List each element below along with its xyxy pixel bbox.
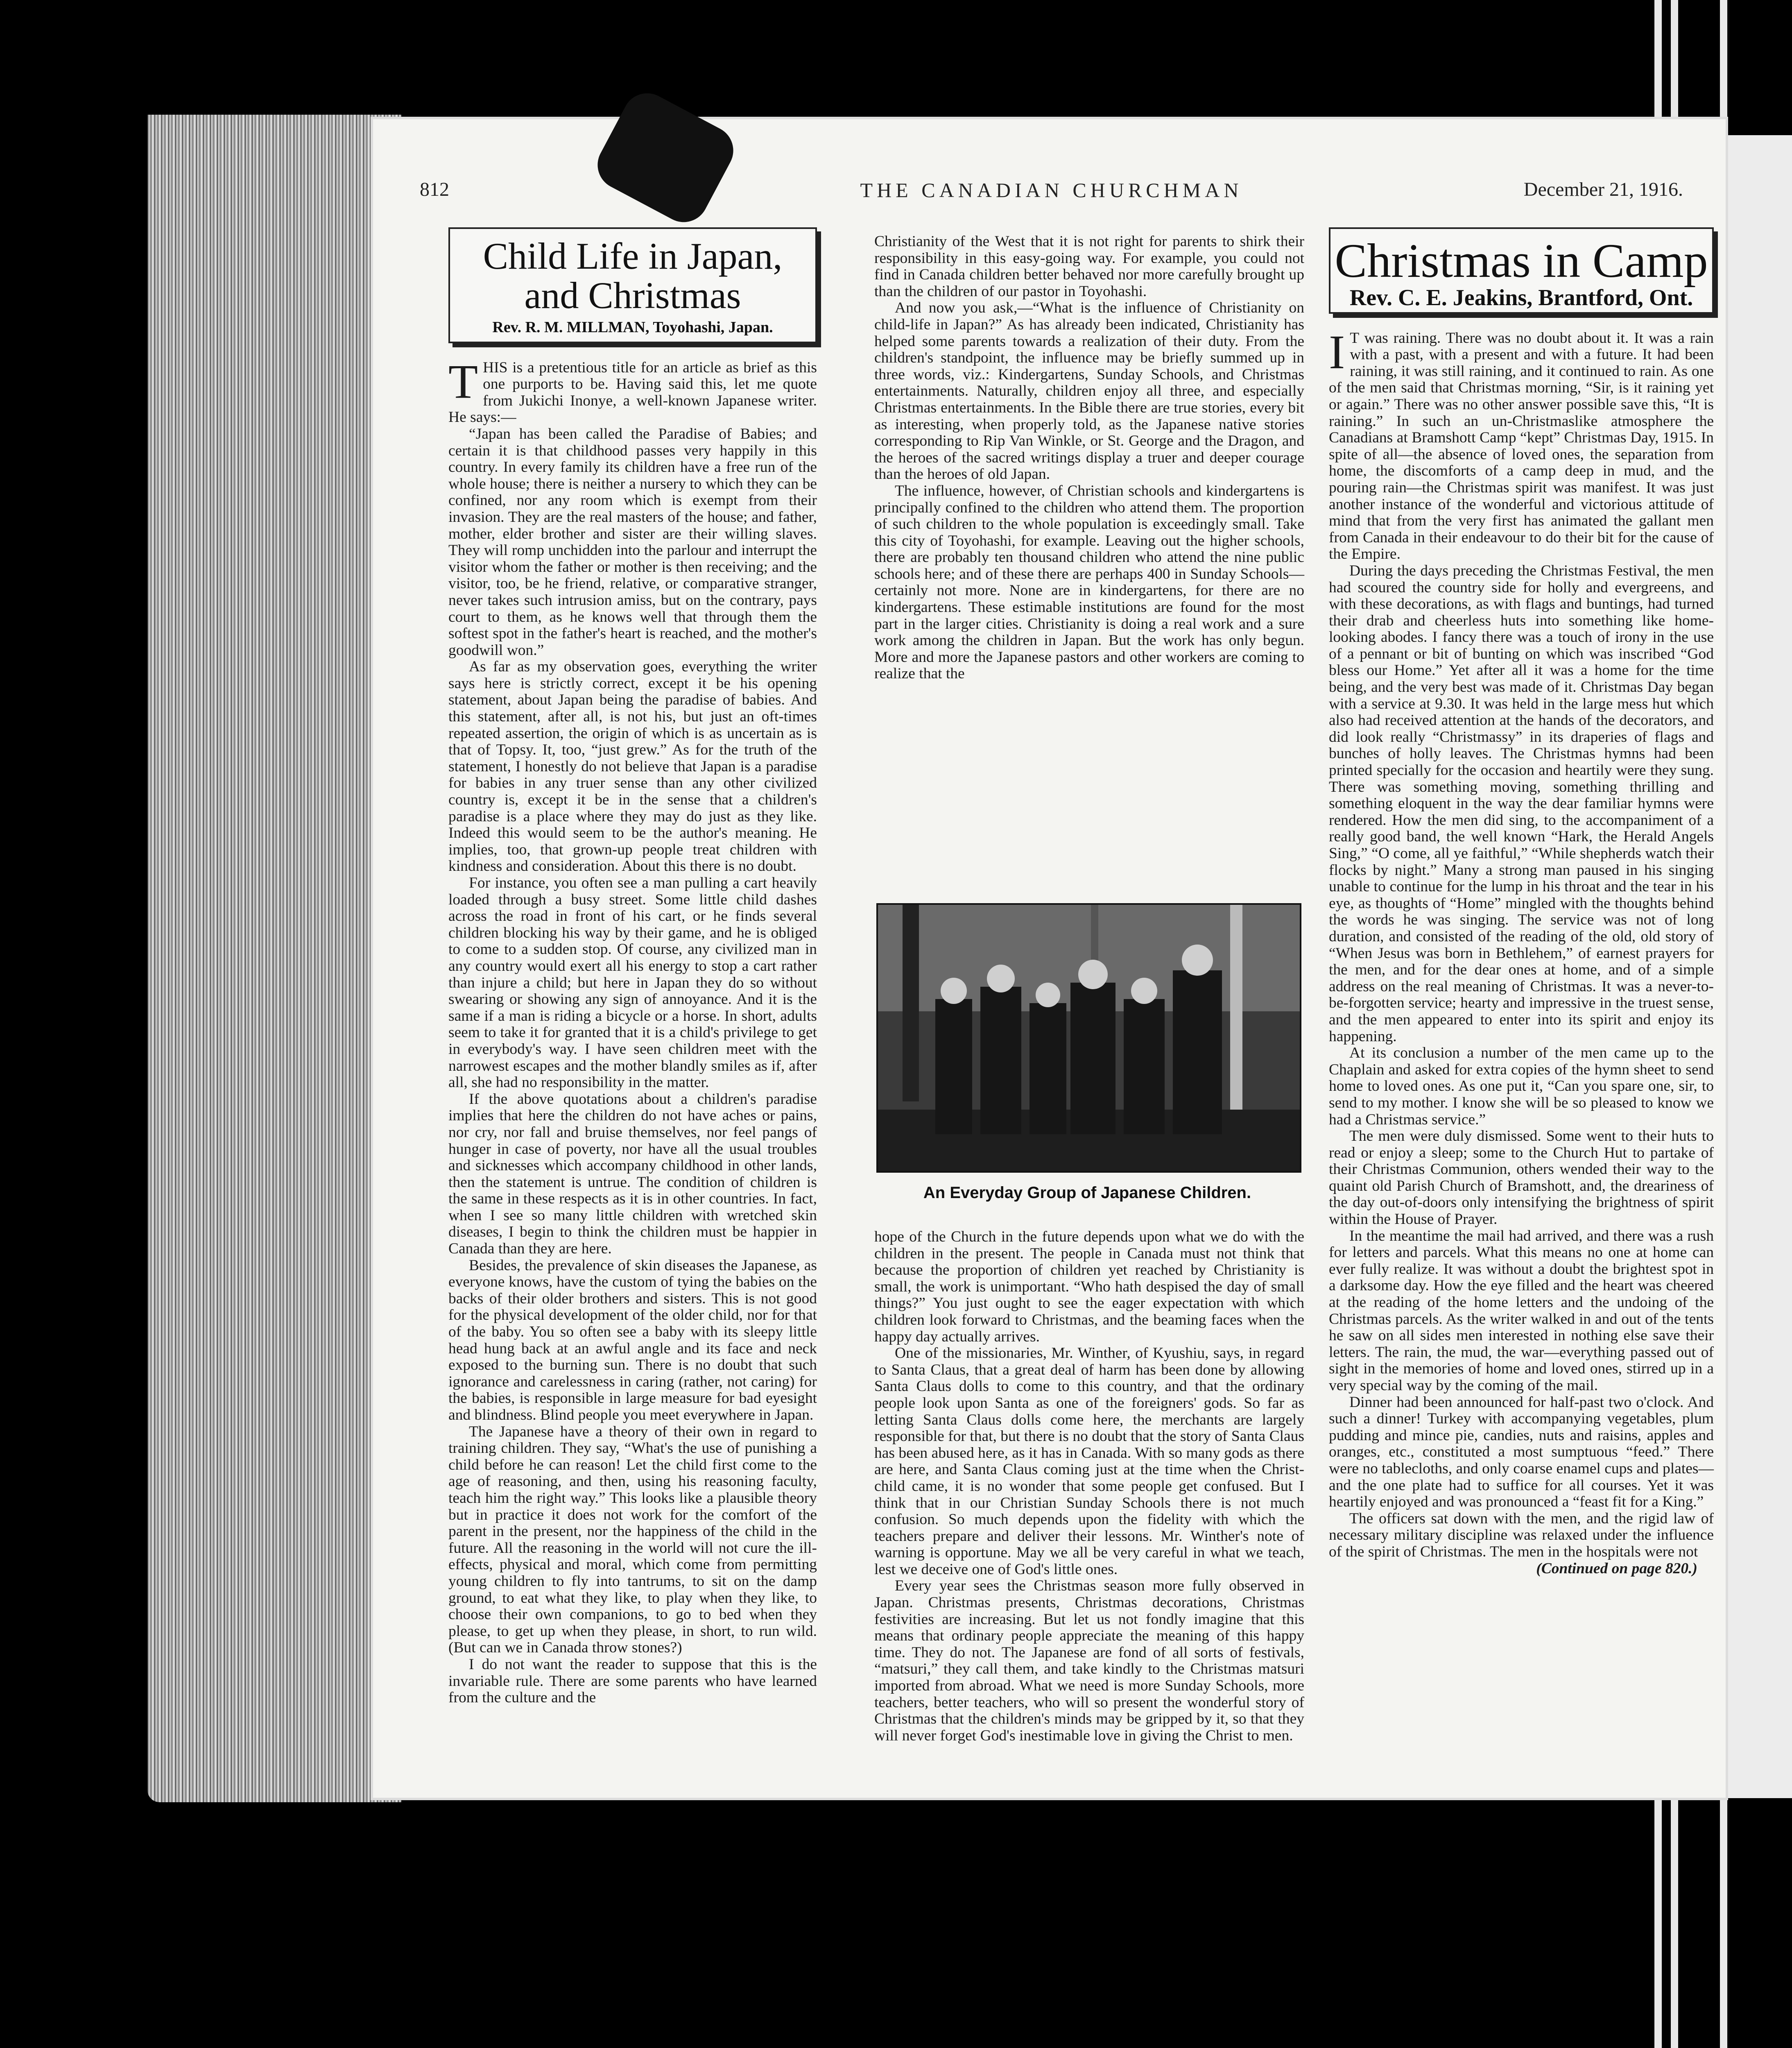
paragraph: The men were duly dismissed. Some went to their huts to read or enjoy a sleep; some to the Church Hut to partake of their Christmas Communion, others wended their way to the quaint old Parish Church of Bramshott, and, the dreariness of the day out-of-doors only intensifying the brightness of spirit within the House of Prayer.: [1329, 1128, 1714, 1228]
column-3: [1329, 227, 1714, 1577]
paragraph: Every year sees the Christmas season more fully observed in Japan. Christmas presents, Christmas decorations, Christmas festivities are increasing. But let us not fondly imagine that this means that ordinary people appreciate the meaning of this happy time. They do not. The Japanese are fond of all sorts of festivals, “matsuri,” they call them, and take kindly to the Christmas matsuri imported from abroad. What we need is more Sunday Schools, more teachers, better teachers, who will so present the wonderful story of Christmas that the children's minds may be gripped by it, so that they will never forget God's inestimable love in giving the Christ to men.: [874, 1577, 1304, 1744]
paragraph: The influence, however, of Christian schools and kindergartens is principally confined to the children who attend them. The proportion of such children to the whole population is exceedingly small. Take this city of Toyohashi, for example. Leaving out the higher schools, there are probably ten thousand children who attend the nine public schools here; and of these there are perhaps 400 in Sunday Schools—certainly not more. None are in kindergartens, for there are no kindergartens. These estimable institutions are found for the most part in the larger cities. Christianity is doing a real work and a sure work among the children in Japan. But the work has only begun. More and more the Japanese pastors and other workers are coming to realize that the: [874, 482, 1304, 682]
drop-cap: I: [1329, 325, 1345, 379]
paragraph: Besides, the prevalence of skin diseases the Japanese, as everyone knows, have the custom of tying the babies on the backs of their older brothers and sisters. This is not good for the physical development of the older child, nor for that of the baby. You so often see a baby with its sleepy little head hung back at an awful angle and its face and neck exposed to the burning sun. There is no doubt that such ignorance and carelessness in caring (rather, not caring) for the babies, is responsible in large measure for bad eyesight and blindness. Blind people you meet everywhere in Japan.: [448, 1257, 817, 1423]
paragraph: “Japan has been called the Paradise of Babies; and certain it is that childhood passes very happily in this country. In every family its children have a free run of the whole house; there is neither a nursery to which they can be confined, nor any room which is exempt from their invasion. They are the real masters of the house; and father, mother, elder brother and sister are their willing slaves. They will romp unchidden into the parlour and interrupt the visitor whom the father or mother is then receiving; and the visitor, too, be he friend, relative, or comparative stranger, never takes such intrusion amiss, but on the contrary, pays court to them, as he knows well that through them the softest spot in the father's heart is reached, and the mother's goodwill won.”: [448, 425, 817, 659]
paragraph: HIS is a pretentious title for an article as brief as this one purports to be. Having said this, let me quote from Jukichi Inonye, a well-known Japanese writer. He says:—: [448, 359, 817, 426]
drop-cap: T: [448, 354, 478, 408]
column-2-upper: [874, 233, 1304, 682]
children-photo: [876, 903, 1301, 1173]
book-page-edges: [147, 115, 401, 1802]
facing-page-strip: [1724, 135, 1792, 1798]
continued-note: (Continued on page 820.): [1536, 1560, 1697, 1577]
masthead: THE CANADIAN CHURCHMAN: [860, 179, 1243, 202]
column-2-lower: [874, 1229, 1304, 1744]
paragraph: At its conclusion a number of the men came up to the Chaplain and asked for extra copies of the hymn sheet to send home to loved ones. As one put it, “Can you spare one, sir, to send to my mother. I know she will be so pleased to know we had a Christmas service.”: [1329, 1044, 1714, 1128]
paragraph: One of the missionaries, Mr. Winther, of Kyushiu, says, in regard to Santa Claus, that a great deal of harm has been done by allowing Santa Claus dolls to come to this country, and that the ordinary people look upon Santa as one of the foreigners' gods. So far as letting Santa Claus dolls come here, the merchants are largely responsible for that, but there is no doubt that the story of Santa Claus has been abused here, as it has in Canada. With so many gods as there are here, and Santa Claus coming just at the time when the Christ-child came, it is no wonder that some people get confused. But I think that in our Christian Sunday Schools there is not much confusion. So much depends upon the fidelity with which the teachers prepare and deliver their lessons. Mr. Winther's note of warning is opportune. May we all be very careful in what we teach, lest we deceive one of God's little ones.: [874, 1345, 1304, 1578]
paragraph: Christianity of the West that it is not right for parents to shirk their responsibility in this easy-going way. For example, you could not find in Canada children better behaved nor more carefully brought up than the children of our pastor in Toyohashi.: [874, 233, 1304, 300]
paragraph: hope of the Church in the future depends upon what we do with the children in the present. The people in Canada must not think that because the proportion of children yet reached by Christianity is small, the work is unimportant. “Who hath despised the day of small things?” You just ought to see the eager expectation with which children look forward to Christmas, and the beaming faces when the happy day actually arrives.: [874, 1228, 1304, 1345]
paragraph: If the above quotations about a children's paradise implies that here the children do not have aches or pains, nor cry, nor fall and bruise themselves, nor feel pangs of hunger in case of poverty, nor have all the usual troubles and sicknesses which accompany childhood in other lands, then the statement is untrue. The condition of children is the same in these respects as it is in other countries. In fact, when I see so many little children with wretched skin diseases, I begin to think the children must be happier in Canada than they are here.: [448, 1090, 817, 1257]
paragraph: I do not want the reader to suppose that this is the invariable rule. There are some parents who have learned from the culture and the: [448, 1656, 817, 1706]
issue-date: December 21, 1916.: [1523, 179, 1683, 200]
article-byline: Rev. C. E. Jeakins, Brantford, Ont.: [1349, 285, 1693, 310]
paragraph: Dinner had been announced for half-past two o'clock. And such a dinner! Turkey with accompanying vegetables, plum pudding and mince pie, candies, nuts and raisins, apples and oranges, etc., constituted a most sumptuous “feed.” There were no tablecloths, and only coarse enamel cups and plates—and the one plate had to suffice for all courses. Yet it was heartily enjoyed and was pronounced a “feast fit for a King.”: [1329, 1393, 1714, 1511]
paragraph: And now you ask,—“What is the influence of Christianity on child-life in Japan?” As has already been indicated, Christianity has helped some parents towards a realization of their duty. From the children's standpoint, the influence may be briefly summed up in three words, viz.: Kindergartens, Sunday Schools, and Christmas entertainments. Naturally, children enjoy all three, and especially Christmas entertainments. In the Bible there are true stories, every bit as interesting, when properly told, as the Japanese native stories corresponding to Rip Van Winkle, or St. George and the Dragon, and the heroes of the sacred writings display a truer and deeper courage than the heroes of old Japan.: [874, 299, 1304, 483]
column-1: [448, 227, 817, 1706]
paragraph: In the meantime the mail had arrived, and there was a rush for letters and parcels. What this means no one at home can ever fully realize. It was without a doubt the brightest spot in a darksome day. How the eye filled and the heart was cheered at the reading of the home letters and the undoing of the Christmas parcels. As the writer walked in and out of the tents he saw on all sides men interested in nothing else save their letters. The rain, the mud, the war—everything passed out of sight in the memories of home and loved ones, stirred up in a very special way by the coming of the mail.: [1329, 1227, 1714, 1394]
paragraph: As far as my observation goes, everything the writer says here is strictly correct, except it be his opening statement, about Japan being the paradise of babies. And this statement, after all, is not his, but just an oft-times repeated assertion, the origin of which is as uncertain as is that of Topsy. It, too, “just grew.” As for the truth of the statement, I honestly do not believe that Japan is a paradise for babies in any truer sense than any other civilized country is, except it be in the sense that a children's paradise is a place where they may do just as they like. Indeed this would seem to be the author's meaning. He implies, too, that grown-up people treat children with kindness and consideration. About this there is no doubt.: [448, 658, 817, 875]
article-title-box: [448, 227, 817, 343]
article-title: Christmas in Camp: [1335, 234, 1708, 288]
photo-caption: An Everyday Group of Japanese Children.: [923, 1184, 1251, 1202]
paragraph: For instance, you often see a man pulling a cart heavily loaded through a busy street. Some little child dashes across the road in front of his cart, or he finds several children blocking his way by their game, and he is obliged to come to a sudden stop. Of course, any civilized man in any country would exert all his energy to stop a cart rather than injure a child; but here in Japan they do so without swearing or showing any sign of annoyance. And it is the same if a man is riding a bicycle or a horse. In short, adults seem to take it for granted that it is a child's privilege to get in everybody's way. I have seen children meet with the narrowest escapes and the mother blandly smiles as if, after all, she had no responsibility in the matter.: [448, 874, 817, 1091]
article-title-box: [1329, 227, 1714, 314]
article-byline: Rev. R. M. MILLMAN, Toyohashi, Japan.: [492, 319, 773, 336]
paragraph: The officers sat down with the men, and the rigid law of necessary military discipline was relaxed under the influence of the spirit of Christmas. The men in the hospitals were not: [1329, 1510, 1714, 1560]
paragraph: During the days preceding the Christmas Festival, the men had scoured the country side for holly and evergreens, and with these decorations, as with flags and buntings, had turned their drab and cheerless huts into something like home-looking abodes. I fancy there was a touch of irony in the use of a pennant or bit of bunting on which was inscribed “God bless our Home.” Yet after all it was a home for the time being, and the very best was made of it. Christmas Day began with a service at 9.30. It was held in the large mess hut which also had received attention at the hands of the decorators, and did look really “Christmassy” in its draperies of flags and bunches of holly leaves. The Christmas hymns had been printed specially for the occasion and heartily were they sung. There was something moving, something thrilling and something eloquent in the way the dear familiar hymns were rendered. How the men did sing, to the accompaniment of a really good band, the well known “Hark, the Herald Angels Sing,” “O come, all ye faithful,” “While shepherds watch their flocks by night.” Many a strong man paused in his singing unable to continue for the lump in his throat and the tear in his eye, as thoughts of “Home” mingled with the thoughts behind the words he was singing. The service was not of long duration, and consisted of the reading of the old, old story of “When Jesus was born in Bethlehem,” of earnest prayers for the men, and for the dear ones at home, and of a simple address on the real meaning of Christmas. It was a never-to-be-forgotten service; hearty and impressive in the truest sense, and the men appeared to enter into its spirit and enjoy its happening.: [1329, 562, 1714, 1045]
paragraph: T was raining. There was no doubt about it. It was a rain with a past, with a present and with a future. It had been raining, it was still raining, and it continued to rain. As one of the men said that Christmas morning, “Sir, is it raining yet or again.” There was no other answer possible save this, “It is raining.” In such an un-Christmaslike atmosphere the Canadians at Bramshott Camp “kept” Christmas Day, 1915. In spite of all—the absence of loved ones, the separation from home, the discomforts of a camp deep in mud, and the pouring rain—the Christmas spirit was manifest. It was just another instance of the wonderful and victorious attitude of mind that from the very first has animated the gallant men from Canada in their endeavour to do their bit for the cause of the Empire.: [1329, 329, 1714, 563]
newspaper-page: [371, 117, 1728, 1800]
paragraph: The Japanese have a theory of their own in regard to training children. They say, “What's the use of punishing a child before he can reason! Let the child first come to the age of reasoning, and then, using his reasoning faculty, teach him the right way.” This looks like a plausible theory but in practice it does not work for the comfort of the parent in the present, nor the happiness of the child in the future. All the reasoning in the world will not cure the ill-effects, physical and moral, which come from permitting young children to fly into tantrums, to sit on the damp ground, to eat what they like, to play when they like, to choose their own companions, to go to bed when they please, to get up when they please, in short, to run wild. (But can we in Canada throw stones?): [448, 1423, 817, 1656]
page-number: 812: [420, 179, 449, 200]
article-title-line2: and Christmas: [524, 274, 741, 316]
article-title-line1: Child Life in Japan,: [483, 235, 783, 277]
